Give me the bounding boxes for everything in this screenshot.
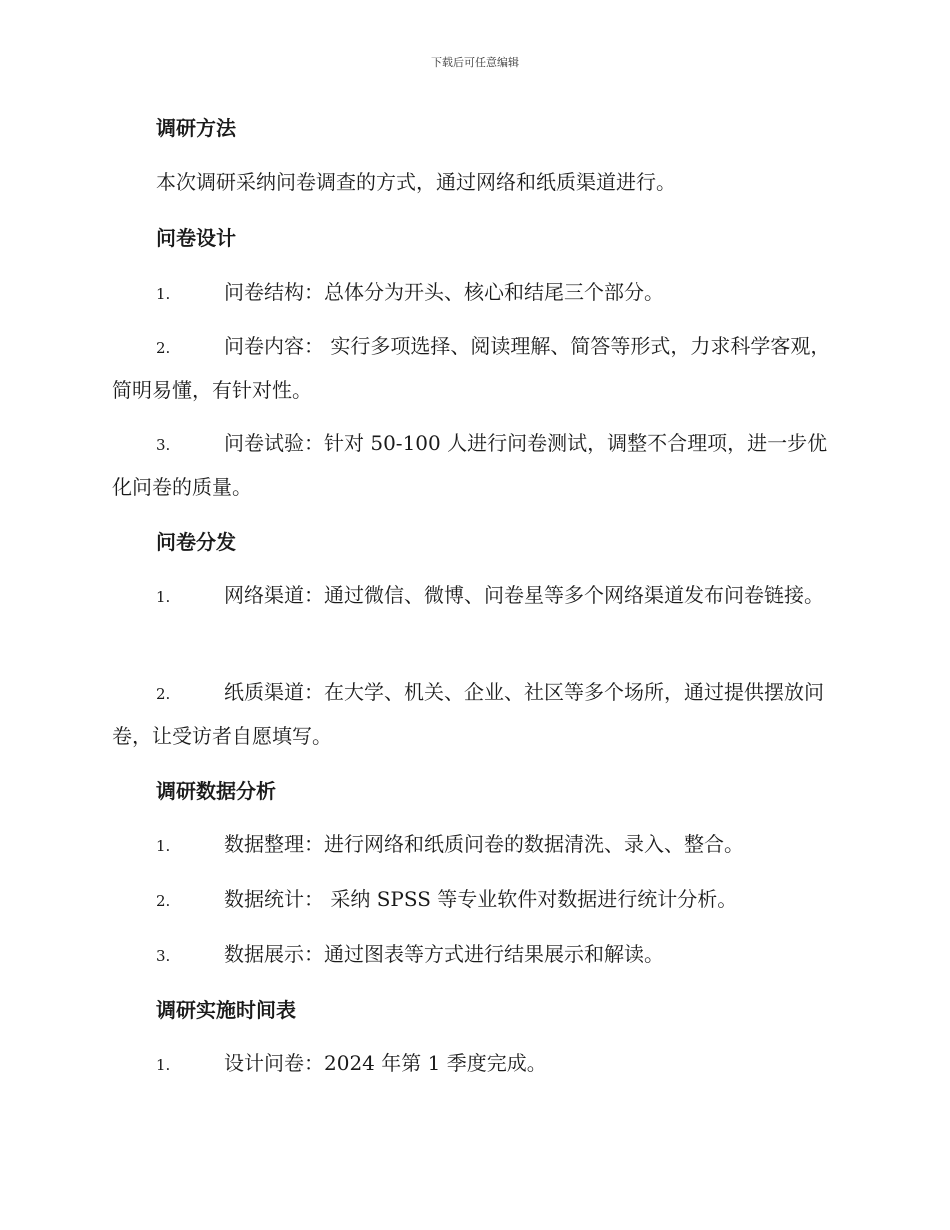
paragraph-text: 本次调研采纳问卷调查的方式，通过网络和纸质渠道进行。: [156, 170, 676, 194]
list-item-text: 数据统计： 采纳 SPSS 等专业软件对数据进行统计分析。: [224, 887, 738, 911]
list-item: [112, 878, 838, 922]
list-item: [112, 671, 838, 757]
list-item-number: 3.: [156, 947, 171, 965]
list-item-text: 纸质渠道：在大学、机关、企业、社区等多个场所，通过提供摆放问卷，让受访者自愿填写。: [112, 680, 824, 748]
list-item-number: 3.: [156, 436, 171, 454]
list-item-number: 2.: [156, 339, 171, 357]
section-paragraph-method: [112, 162, 840, 202]
section-heading-design: 问卷设计: [156, 226, 236, 250]
list-item: [112, 422, 838, 508]
list-item-text: 网络渠道：通过微信、微博、问卷星等多个网络渠道发布问卷链接。: [224, 583, 824, 607]
list-item: [112, 325, 838, 411]
list-item-text: 数据展示：通过图表等方式进行结果展示和解读。: [224, 942, 664, 966]
section-heading-distribution: 问卷分发: [156, 530, 236, 554]
section-heading-schedule: 调研实施时间表: [156, 998, 296, 1022]
list-item-number: 1.: [156, 285, 171, 303]
list-item: [112, 823, 838, 867]
list-item-text: 问卷结构：总体分为开头、核心和结尾三个部分。: [224, 280, 664, 304]
list-item: [112, 933, 838, 977]
list-item: [112, 271, 838, 315]
list-item-text: 设计问卷：2024 年第 1 季度完成。: [224, 1051, 547, 1075]
list-item: [112, 1042, 838, 1086]
list-item-number: 1.: [156, 588, 171, 606]
list-item-text: 问卷试验：针对 50-100 人进行问卷测试，调整不合理项，进一步优化问卷的质量。: [112, 431, 828, 499]
list-item-text: 数据整理：进行网络和纸质问卷的数据清洗、录入、整合。: [224, 832, 744, 856]
page-header: 下载后可任意编辑: [431, 56, 519, 69]
list-item: [112, 574, 838, 618]
section-heading-analysis: 调研数据分析: [156, 779, 276, 803]
section-heading-method: 调研方法: [156, 116, 236, 140]
list-item-number: 2.: [156, 892, 171, 910]
list-item-number: 1.: [156, 837, 171, 855]
list-item-text: 问卷内容： 实行多项选择、阅读理解、简答等形式，力求科学客观，简明易懂，有针对性。: [112, 334, 831, 402]
list-item-number: 1.: [156, 1056, 171, 1074]
list-item-number: 2.: [156, 685, 171, 703]
